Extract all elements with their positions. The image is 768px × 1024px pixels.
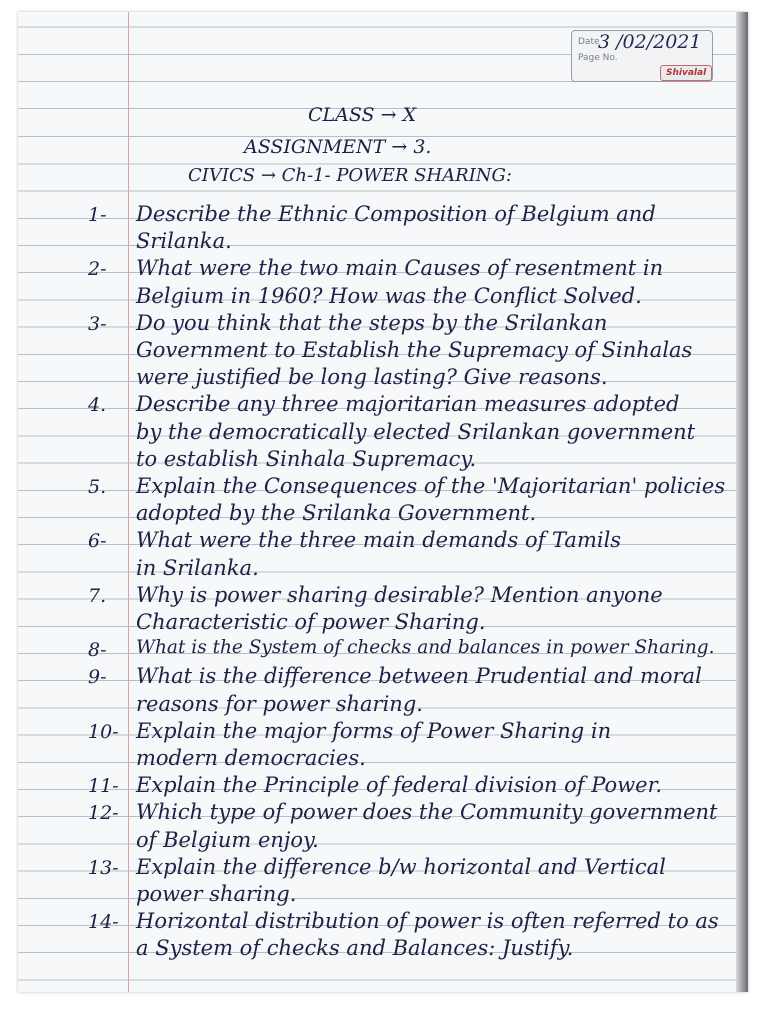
question-number: 10-	[88, 720, 119, 743]
question-number: 11-	[88, 775, 119, 798]
question-number: 14-	[88, 911, 119, 934]
question-text-line: Characteristic of power Sharing.	[136, 610, 486, 634]
question-text-line: Do you think that the steps by the Srilankan	[136, 310, 608, 335]
assignment-heading: ASSIGNMENT → 3.	[244, 136, 432, 158]
question-number: 7.	[88, 584, 107, 607]
chapter-heading: CIVICS → Ch-1- POWER SHARING:	[188, 165, 512, 186]
question-number: 5.	[88, 476, 107, 498]
question-text-line: Why is power sharing desirable? Mention anyone	[136, 582, 663, 607]
notebook-binding	[736, 12, 748, 992]
question-text-line: Belgium in 1960? How was the Conflict Solved.	[136, 283, 642, 308]
question-text-line: Describe the Ethnic Composition of Belgium and	[136, 202, 656, 226]
question-text-line: by the democratically elected Srilankan government	[136, 419, 696, 444]
question-text-line: Government to Establish the Supremacy of Sinhalas	[136, 338, 693, 362]
question-text-line: in Srilanka.	[136, 555, 259, 580]
question-text-line: Srilanka.	[136, 229, 232, 254]
question-text-line: Horizontal distribution of power is often referred to as	[136, 909, 719, 934]
question-text-line: Explain the Principle of federal division of Power.	[136, 773, 662, 798]
question-text-line: What is the System of checks and balances in power Sharing.	[136, 637, 715, 659]
question-text-line: Explain the Consequences of the 'Majoritarian' policies	[136, 474, 726, 498]
question-text-line: were justified be long lasting? Give reasons.	[136, 365, 608, 390]
question-number: 4.	[88, 394, 107, 417]
question-text-line: reasons for power sharing.	[136, 691, 423, 716]
question-number: 13-	[88, 856, 119, 879]
page-number-label: Page No.	[578, 53, 618, 63]
question-text-line: Describe any three majoritarian measures adopted	[136, 392, 680, 417]
date-value: 3 /02/2021	[598, 31, 702, 53]
class-heading: CLASS → X	[308, 104, 417, 126]
question-text-line: What is the difference between Prudential and moral	[136, 664, 702, 689]
brand-logo: Shivalal	[660, 65, 712, 81]
question-text-line: Explain the difference b/w horizontal and Vertical	[136, 854, 666, 879]
question-number: 12-	[88, 802, 119, 825]
question-number: 1-	[88, 204, 107, 226]
question-number: 8-	[88, 639, 107, 662]
question-number: 9-	[88, 666, 107, 689]
date-label: Date	[578, 37, 600, 47]
question-number: 6-	[88, 530, 107, 553]
question-number: 2-	[88, 258, 107, 281]
question-text-line: to establish Sinhala Supremacy.	[136, 446, 477, 471]
notebook-page	[18, 12, 748, 992]
question-text-line: adopted by the Srilanka Government.	[136, 501, 537, 526]
question-text-line: What were the three main demands of Tamils	[136, 528, 622, 553]
question-text-line: What were the two main Causes of resentment in	[136, 256, 664, 281]
question-text-line: Which type of power does the Community government	[136, 800, 718, 825]
question-text-line: power sharing.	[136, 882, 297, 906]
question-text-line: of Belgium enjoy.	[136, 827, 319, 852]
question-text-line: a System of checks and Balances: Justify.	[136, 936, 574, 961]
date-box	[571, 30, 713, 82]
question-text-line: modern democracies.	[136, 746, 366, 770]
question-text-line: Explain the major forms of Power Sharing in	[136, 718, 612, 743]
question-number: 3-	[88, 312, 107, 335]
margin-line	[128, 12, 129, 992]
